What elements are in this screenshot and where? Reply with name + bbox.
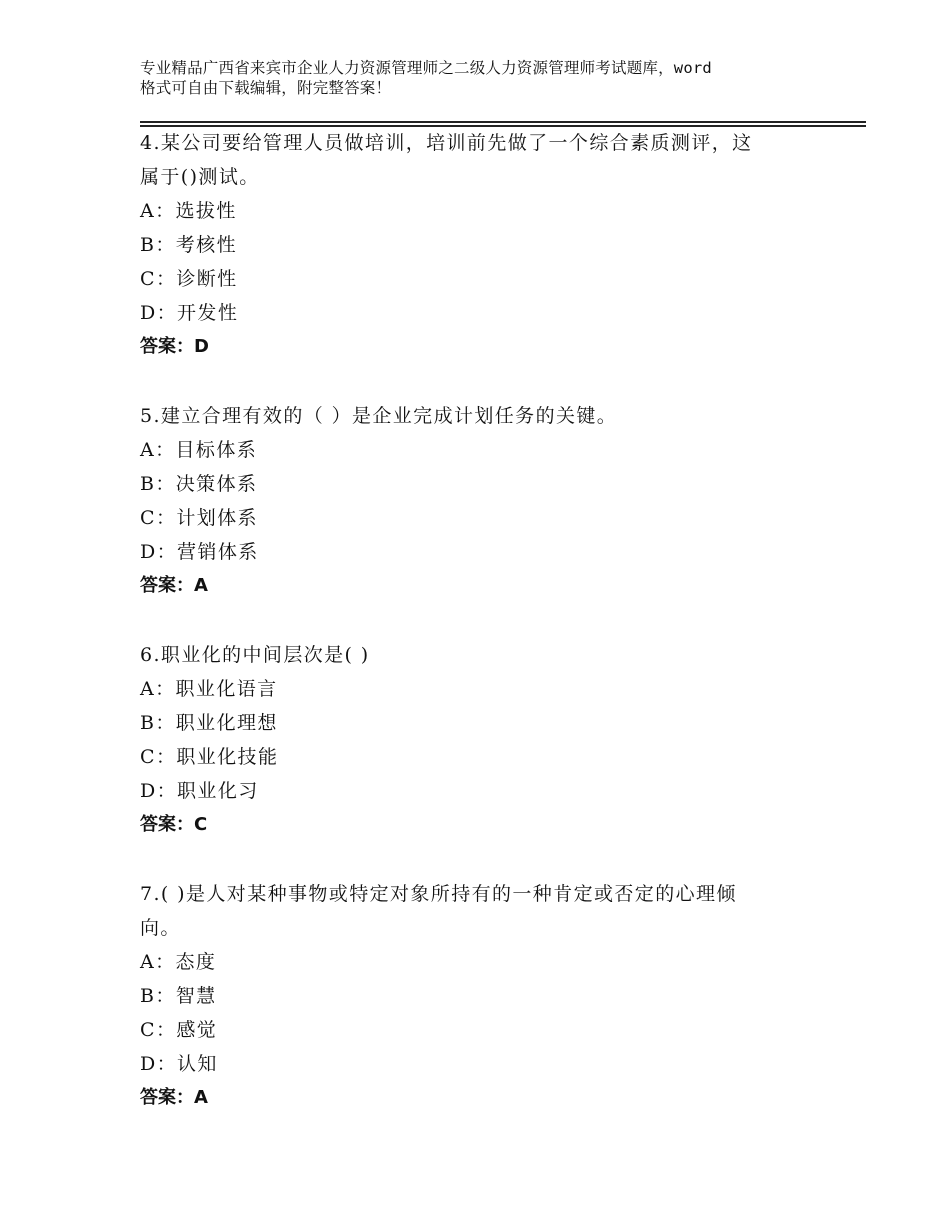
- option-b: B：决策体系: [140, 473, 258, 495]
- question-4: [140, 126, 840, 364]
- option-c: C：计划体系: [140, 507, 258, 529]
- question-stem-line: 向。: [140, 917, 181, 939]
- option-d: D：职业化习: [140, 780, 259, 802]
- answer-label: 答案：D: [140, 336, 209, 357]
- question-stem-line: 5.建立合理有效的（ ）是企业完成计划任务的关键。: [140, 405, 618, 427]
- question-stem-line: 6.职业化的中间层次是( ): [140, 644, 370, 666]
- answer-label: 答案：A: [140, 1087, 208, 1108]
- option-b: B：考核性: [140, 234, 237, 256]
- option-c: C：感觉: [140, 1019, 218, 1041]
- question-6: [140, 638, 840, 842]
- option-b: B：智慧: [140, 985, 217, 1007]
- option-d: D：开发性: [140, 302, 239, 324]
- option-d: D：认知: [140, 1053, 218, 1075]
- answer-label: 答案：C: [140, 814, 208, 835]
- question-stem-line: 属于()测试。: [140, 166, 260, 188]
- option-a: A：选拔性: [140, 200, 237, 222]
- header-line-2: 格式可自由下载编辑，附完整答案！: [140, 79, 392, 97]
- option-c: C：诊断性: [140, 268, 238, 290]
- option-d: D：营销体系: [140, 541, 259, 563]
- option-a: A：职业化语言: [140, 678, 278, 700]
- question-stem-line: 4.某公司要给管理人员做培训，培训前先做了一个综合素质测评，这: [140, 132, 753, 154]
- option-b: B：职业化理想: [140, 712, 278, 734]
- question-7: [140, 877, 840, 1115]
- question-stem-line: 7.( )是人对某种事物或特定对象所持有的一种肯定或否定的心理倾: [140, 883, 737, 905]
- header-line-1: 专业精品广西省来宾市企业人力资源管理师之二级人力资源管理师考试题库，word: [140, 59, 712, 77]
- option-a: A：目标体系: [140, 439, 258, 461]
- option-a: A：态度: [140, 951, 217, 973]
- option-c: C：职业化技能: [140, 746, 279, 768]
- document-header: [140, 58, 840, 98]
- header-rule-top: [140, 121, 866, 123]
- question-5: [140, 399, 840, 603]
- answer-label: 答案：A: [140, 575, 208, 596]
